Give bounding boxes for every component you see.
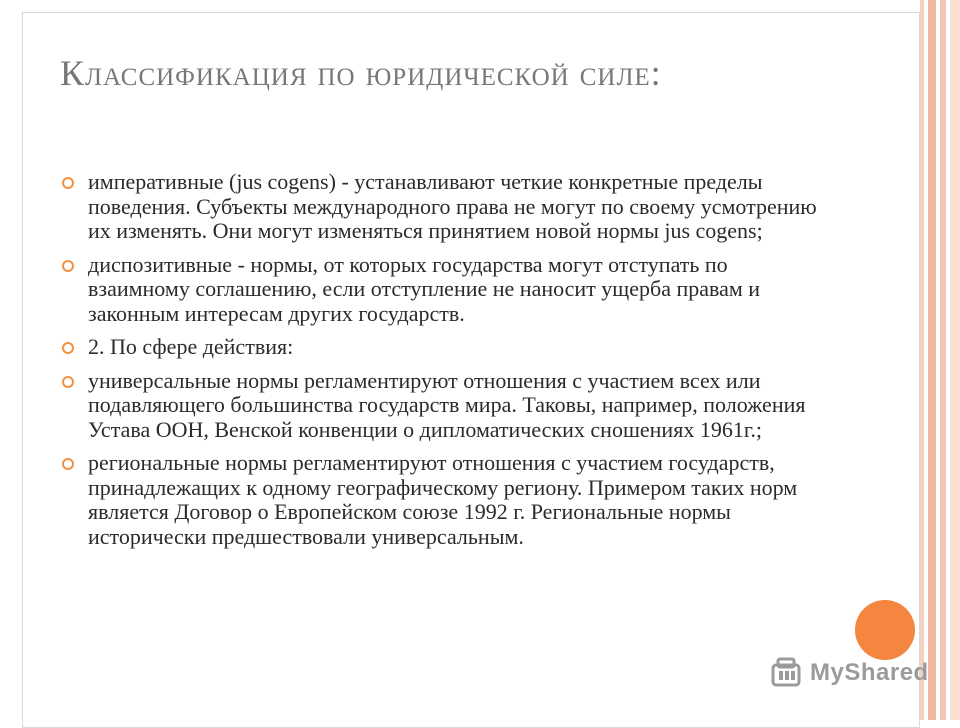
stripe [950,0,960,720]
circle-bullet-icon [62,342,74,354]
list-item-text: 2. По сфере действия: [88,334,294,359]
list-item-text: универсальные нормы регламентируют отношения с участием всех или подавляющего большинства государств мира. Таковы, например, положения Устава ООН, Венской конвенции о дипломатических сношениях 1961г.; [88,367,806,442]
circle-bullet-icon [62,376,74,388]
list-item [62,335,832,360]
stripe [920,0,924,720]
list-item [62,170,832,244]
bullet-list [62,170,832,558]
stripe [928,0,936,720]
list-item [62,369,832,443]
myshared-logo-icon [770,656,804,690]
circle-bullet-icon [62,260,74,272]
myshared-watermark [770,656,929,690]
list-item-text: региональные нормы регламентируют отношения с участием государств, принадлежащих к одному географическому региону. Примером таких норм является Договор о Европейском союзе 1992 г. Региональные нормы исторически предшествовали универсальным. [88,450,798,549]
slide-title: Классификация по юридической силе: [60,53,662,93]
list-item-text: диспозитивные - нормы, от которых государства могут отступать по взаимному соглашению, если отступление не наносит ущерба правам и законным интересам других государств. [88,251,761,326]
circle-bullet-icon [62,177,74,189]
decorative-side-stripes [920,0,960,720]
list-item-text: императивные (jus cogens) - устанавливают четкие конкретные пределы поведения. Субъекты международного права не могут по своему усмотрению их изменять. Они могут изменяться принятием новой нормы jus cogens; [88,169,817,243]
circle-bullet-icon [62,458,74,470]
list-item [62,253,832,327]
decorative-circle [855,600,915,660]
stripe [940,0,946,720]
watermark-text: MyShared [810,659,929,686]
list-item [62,451,832,549]
